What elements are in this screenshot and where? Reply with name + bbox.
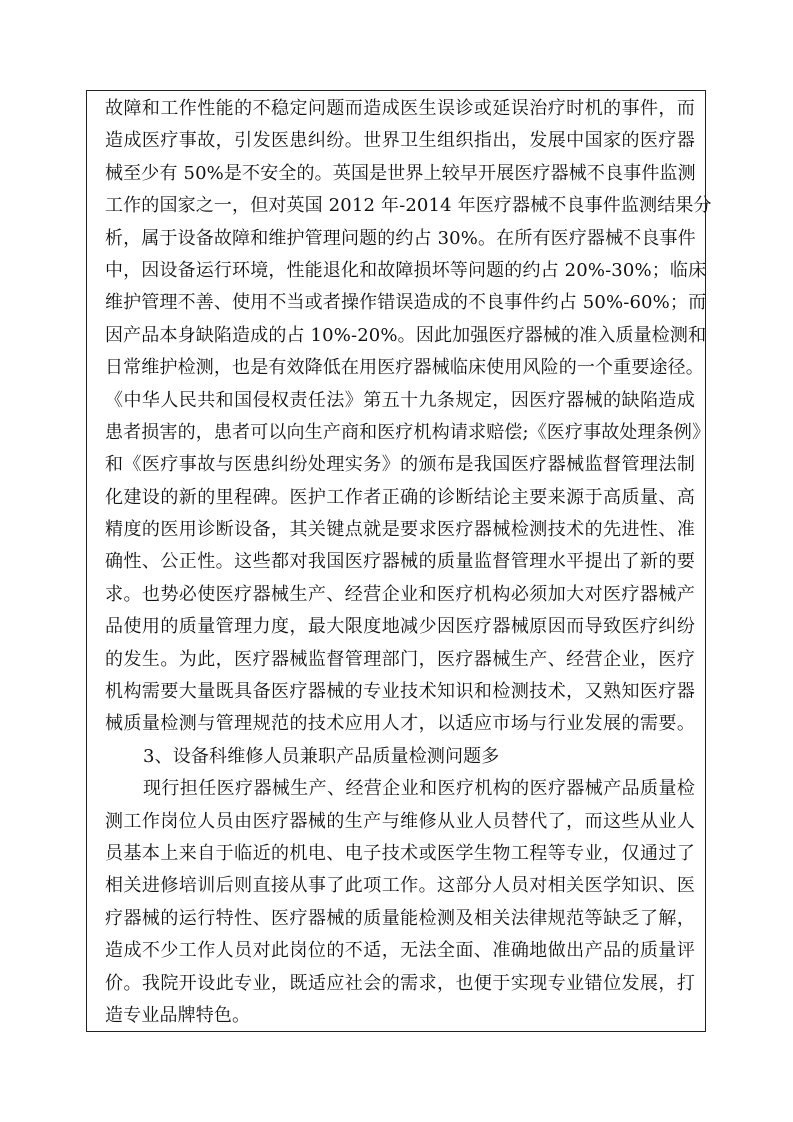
text-line: 械质量检测与管理规范的技术应用人才，以适应市场与行业发展的需要。 [105, 713, 695, 735]
text-line: 精度的医用诊断设备，其关键点就是要求医疗器械检测技术的先进性、准 [105, 519, 695, 541]
text-line: 和《医疗事故与医患纠纷处理实务》的颁布是我国医疗器械监督管理法制 [105, 454, 695, 476]
text-line: 造成不少工作人员对此岗位的不适，无法全面、准确地做出产品的质量评 [105, 940, 695, 962]
document-body [105, 93, 712, 1032]
paragraph-staffing-problem [105, 773, 695, 1032]
text-line: 《中华人民共和国侵权责任法》第五十九条规定，因医疗器械的缺陷造成 [105, 389, 695, 411]
text-line: 相关进修培训后则直接从事了此项工作。这部分人员对相关医学知识、医 [105, 875, 695, 897]
text-line: 品使用的质量管理力度，最大限度地减少因医疗器械原因而导致医疗纠纷 [105, 616, 695, 638]
text-line: 械至少有 50%是不安全的。英国是世界上较早开展医疗器械不良事件监测 [105, 162, 696, 184]
text-line: 的发生。为此，医疗器械监督管理部门，医疗器械生产、经营企业，医疗 [105, 648, 695, 670]
text-line: 求。也势必使医疗器械生产、经营企业和医疗机构必须加大对医疗器械产 [105, 583, 695, 605]
text-line: 工作的国家之一，但对英国 2012 年-2014 年医疗器械不良事件监测结果分 [105, 195, 712, 217]
text-line: 化建设的新的里程碑。医护工作者正确的诊断结论主要来源于高质量、高 [105, 486, 695, 508]
text-line: 故障和工作性能的不稳定问题而造成医生误诊或延误治疗时机的事件，而 [105, 98, 695, 119]
text-line: 因产品本身缺陷造成的占 10%-20%。因此加强医疗器械的准入质量检测和 [105, 324, 707, 346]
text-line: 价。我院开设此专业，既适应社会的需求，也便于实现专业错位发展，打 [105, 972, 695, 994]
text-line: 造专业品牌特色。 [105, 1004, 251, 1026]
text-line: 造成医疗事故，引发医患纠纷。世界卫生组织指出，发展中国家的医疗器 [105, 130, 695, 152]
text-line: 患者损害的，患者可以向生产商和医疗机构请求赔偿;《医疗事故处理条例》 [105, 421, 711, 443]
text-line: 确性、公正性。这些都对我国医疗器械的质量监督管理水平提出了新的要 [105, 551, 695, 573]
text-line: 测工作岗位人员由医疗器械的生产与维修从业人员替代了，而这些从业人 [105, 810, 695, 832]
text-line: 析，属于设备故障和维护管理问题的约占 30%。在所有医疗器械不良事件 [105, 227, 696, 249]
text-line: 疗器械的运行特性、医疗器械的质量能检测及相关法律规范等缺乏了解， [105, 907, 695, 929]
text-line: 机构需要大量既具备医疗器械的专业技术知识和检测技术，又熟知医疗器 [105, 681, 695, 703]
section-heading: 3、设备科维修人员兼职产品质量检测问题多 [143, 745, 500, 767]
text-line: 员基本上来自于临近的机电、电子技术或医学生物工程等专业，仅通过了 [105, 842, 695, 864]
text-line: 维护管理不善、使用不当或者操作错误造成的不良事件约占 50%-60%；而 [105, 292, 707, 314]
text-line: 中，因设备运行环境，性能退化和故障损坏等问题的约占 20%-30%；临床 [105, 259, 707, 281]
text-line: 现行担任医疗器械生产、经营企业和医疗机构的医疗器械产品质量检 [143, 778, 695, 800]
text-line: 日常维护检测，也是有效降低在用医疗器械临床使用风险的一个重要途径。 [105, 357, 704, 379]
paragraph-regulation-background [105, 93, 712, 741]
